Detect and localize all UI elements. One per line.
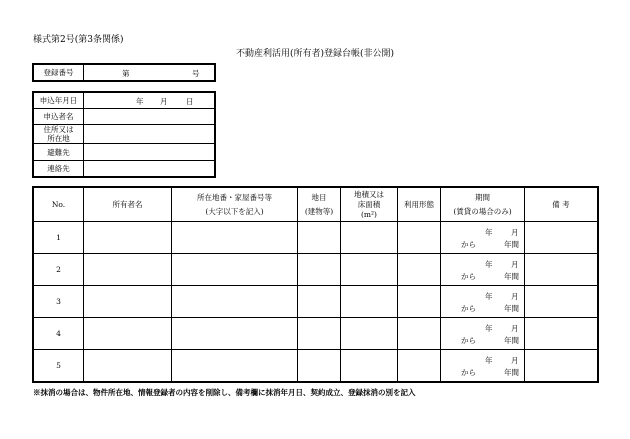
period-years: 年間 [504, 304, 519, 313]
usage-cell[interactable] [398, 222, 441, 254]
remarks-cell[interactable] [525, 350, 598, 382]
remarks-cell[interactable] [525, 318, 598, 350]
period-cell[interactable] [441, 318, 525, 350]
header-owner: 所有者名 [84, 188, 172, 222]
date-field[interactable] [84, 93, 215, 109]
date-label: 申込年月日 [34, 93, 84, 109]
period-from: から [461, 240, 476, 249]
registration-suffix: 号 [192, 68, 200, 78]
period-from: から [461, 272, 476, 281]
usage-cell[interactable] [398, 318, 441, 350]
registration-number-field[interactable] [84, 65, 215, 81]
evac-label: 避難先 [34, 144, 84, 161]
period-year: 年 [485, 292, 493, 301]
period-year: 年 [485, 260, 493, 269]
period-cell[interactable] [441, 222, 525, 254]
page-title: 不動産利活用(所有者)登録台帳(非公開) [235, 49, 395, 59]
header-area-line1: 地積又は [354, 189, 384, 199]
header-location [172, 188, 298, 222]
header-area-line2: 床面積 [357, 199, 381, 209]
header-no: No. [34, 188, 84, 222]
remarks-cell[interactable] [525, 254, 598, 286]
area-cell[interactable] [341, 318, 398, 350]
name-label: 申込者名 [34, 109, 84, 125]
period-cell[interactable] [441, 286, 525, 318]
land-cell[interactable] [298, 254, 341, 286]
period-from: から [461, 336, 476, 345]
header-location-line2: (大字以下を記入) [205, 206, 264, 216]
header-remarks: 備 考 [525, 188, 598, 222]
usage-cell[interactable] [398, 254, 441, 286]
registry-table [33, 187, 598, 382]
period-cell[interactable] [441, 254, 525, 286]
row-number: 4 [34, 318, 84, 350]
land-cell[interactable] [298, 318, 341, 350]
table-row [34, 254, 598, 286]
header-period [441, 188, 525, 222]
header-usage: 利用形態 [398, 188, 441, 222]
period-years: 年間 [504, 368, 519, 377]
registration-label: 登録番号 [34, 65, 84, 81]
header-land [298, 188, 341, 222]
period-month: 月 [511, 356, 519, 365]
table-row [34, 222, 598, 254]
owner-cell[interactable] [84, 350, 172, 382]
period-year: 年 [485, 324, 493, 333]
period-from: から [461, 304, 476, 313]
registration-table [33, 64, 215, 81]
date-day: 日 [186, 96, 194, 106]
period-from: から [461, 368, 476, 377]
remarks-cell[interactable] [525, 222, 598, 254]
applicant-table [33, 92, 215, 177]
date-month: 月 [160, 96, 168, 106]
registration-prefix: 第 [122, 68, 130, 78]
area-cell[interactable] [341, 286, 398, 318]
period-years: 年間 [504, 240, 519, 249]
header-area-line3: (m²) [361, 209, 377, 219]
table-row [34, 318, 598, 350]
form-number: 様式第2号(第3条関係) [33, 35, 124, 45]
contact-field[interactable] [84, 161, 215, 177]
period-years: 年間 [504, 336, 519, 345]
period-year: 年 [485, 356, 493, 365]
period-month: 月 [511, 324, 519, 333]
contact-label: 連絡先 [34, 161, 84, 177]
row-number: 2 [34, 254, 84, 286]
header-land-line2: (建物等) [304, 206, 334, 216]
header-period-line1: 期間 [475, 192, 490, 202]
evac-field[interactable] [84, 144, 215, 161]
header-location-line1: 所在地番・家屋番号等 [197, 192, 272, 202]
address-label-line2: 所在地 [47, 134, 70, 143]
header-area [341, 188, 398, 222]
address-label [34, 125, 84, 144]
period-year: 年 [485, 228, 493, 237]
row-number: 1 [34, 222, 84, 254]
period-years: 年間 [504, 272, 519, 281]
area-cell[interactable] [341, 350, 398, 382]
location-cell[interactable] [172, 350, 298, 382]
owner-cell[interactable] [84, 222, 172, 254]
table-row [34, 350, 598, 382]
name-field[interactable] [84, 109, 215, 125]
owner-cell[interactable] [84, 318, 172, 350]
location-cell[interactable] [172, 286, 298, 318]
land-cell[interactable] [298, 222, 341, 254]
land-cell[interactable] [298, 350, 341, 382]
address-field[interactable] [84, 125, 215, 144]
period-cell[interactable] [441, 350, 525, 382]
address-label-line1: 住所又は [43, 125, 74, 134]
usage-cell[interactable] [398, 286, 441, 318]
period-month: 月 [511, 260, 519, 269]
period-month: 月 [511, 228, 519, 237]
usage-cell[interactable] [398, 350, 441, 382]
header-period-line2: (賃貸の場合のみ) [453, 206, 512, 216]
row-number: 5 [34, 350, 84, 382]
footnote: ※抹消の場合は、物件所在地、情報登録者の内容を削除し、備考欄に抹消年月日、契約成立、登録抹消の別を記入 [33, 388, 416, 397]
row-number: 3 [34, 286, 84, 318]
land-cell[interactable] [298, 286, 341, 318]
period-month: 月 [511, 292, 519, 301]
location-cell[interactable] [172, 318, 298, 350]
owner-cell[interactable] [84, 286, 172, 318]
owner-cell[interactable] [84, 254, 172, 286]
header-land-line1: 地目 [311, 192, 327, 202]
location-cell[interactable] [172, 254, 298, 286]
date-year: 年 [136, 96, 144, 106]
area-cell[interactable] [341, 254, 398, 286]
remarks-cell[interactable] [525, 286, 598, 318]
table-row [34, 286, 598, 318]
location-cell[interactable] [172, 222, 298, 254]
area-cell[interactable] [341, 222, 398, 254]
header-row [34, 188, 598, 222]
